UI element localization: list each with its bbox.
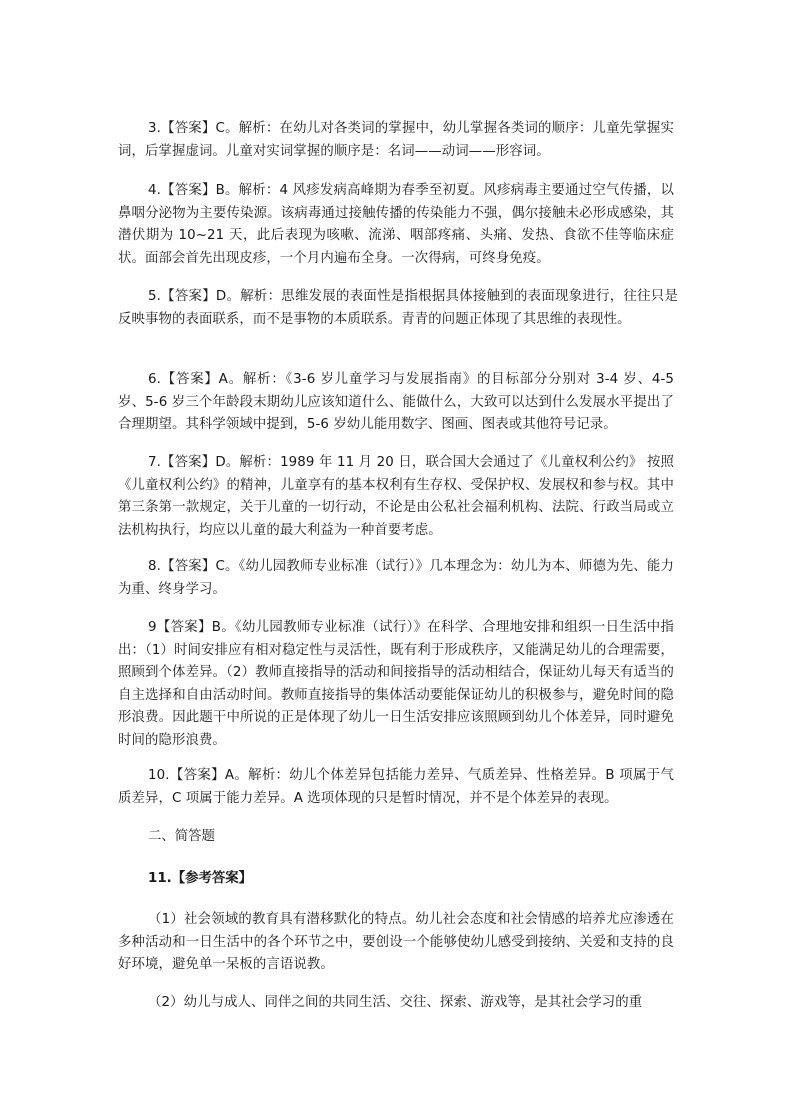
answer-10: 10.【答案】A。解析：幼儿个体差异包括能力差异、气质差异、性格差异。B 项属于气质差异，C 项属于能力差异。A 选项体现的只是暂时情况，并不是个体差异的表现。 [118,768,674,806]
answer-8: 8.【答案】C。《幼儿园教师专业标准（试行）》几本理念为：幼儿为本、师德为先、能力为重、终身学习。 [118,559,674,597]
answer-5: 5.【答案】D。解析：思维发展的表面性是指根据具体接触到的表面现象进行，往往只是反映事物的表面联系，而不是事物的本质联系。青青的问题正体现了其思维的表现性。 [118,289,678,327]
answer-4: 4.【答案】B。解析：4 风疹发病高峰期为春季至初夏。风疹病毒主要通过空气传播，以鼻咽分泌物为主要传染源。该病毒通过接触传播的传染能力不强，偶尔接触未必形成感染，其潜伏期为 10~21 天，此后表现为咳嗽、流涕、咽部疼痛、头痛、发热、食欲不佳等临床症状。面部会首先出现皮疹，一个月内遍布全身。一次得病，可终身免疫。 [118,183,674,266]
answer-7: 7.【答案】D。解析：1989 年 11 月 20 日，联合国大会通过了《儿童权利公约》 按照《儿童权利公约》的精神，儿童享有的基本权利有生存权、受保护权、发展权和参与权。其中第三条第一款规定，关于儿童的一切行动，不论是由公私社会福利机构、法院、行政当局或立法机构执行，均应以儿童的最大利益为一种首要考虑。 [118,455,674,538]
q11-point-1: （1）社会领域的教育具有潜移默化的特点。幼儿社会态度和社会情感的培养尤应渗透在多种活动和一日生活中的各个环节之中，要创设一个能够使幼儿感受到接纳、关爱和支持的良好环境，避免单一呆板的言语说教。 [118,912,674,972]
answer-3: 3.【答案】C。解析：在幼儿对各类词的掌握中，幼儿掌握各类词的顺序：儿童先掌握实词，后掌握虚词。儿童对实词掌握的顺序是：名词——动词——形容词。 [118,121,674,159]
q11-point-2: （2）幼儿与成人、同伴之间的共同生活、交往、探索、游戏等，是其社会学习的重 [148,995,643,1010]
question-11-label: 11.【参考答案】 [148,871,253,886]
answer-9: 9【答案】B。《幼儿园教师专业标准（试行）》在科学、合理地安排和组织一日生活中指出：（1）时间安排应有相对稳定性与灵活性，既有利于形成秩序，又能满足幼儿的合理需要，照顾到个体差异。（2）教师直接指导的活动和间接指导的活动相结合，保证幼儿每天有适当的自主选择和自由活动时间。教师直接指导的集体活动要能保证幼儿的积极参与，避免时间的隐形浪费。因此题干中所说的正是体现了幼儿一日生活安排应该照顾到幼儿个体差异，同时避免时间的隐形浪费。 [118,620,674,748]
answer-6: 6.【答案】A。解析：《3-6 岁儿童学习与发展指南》的目标部分分别对 3-4 岁、4-5 岁、5-6 岁三个年龄段末期幼儿应该知道什么、能做什么，大致可以达到什么发展水平提出了合理期望。其科学领域中提到，5-6 岁幼儿能用数字、图画、图表或其他符号记录。 [118,372,674,432]
section-title: 二、简答题 [148,829,215,844]
